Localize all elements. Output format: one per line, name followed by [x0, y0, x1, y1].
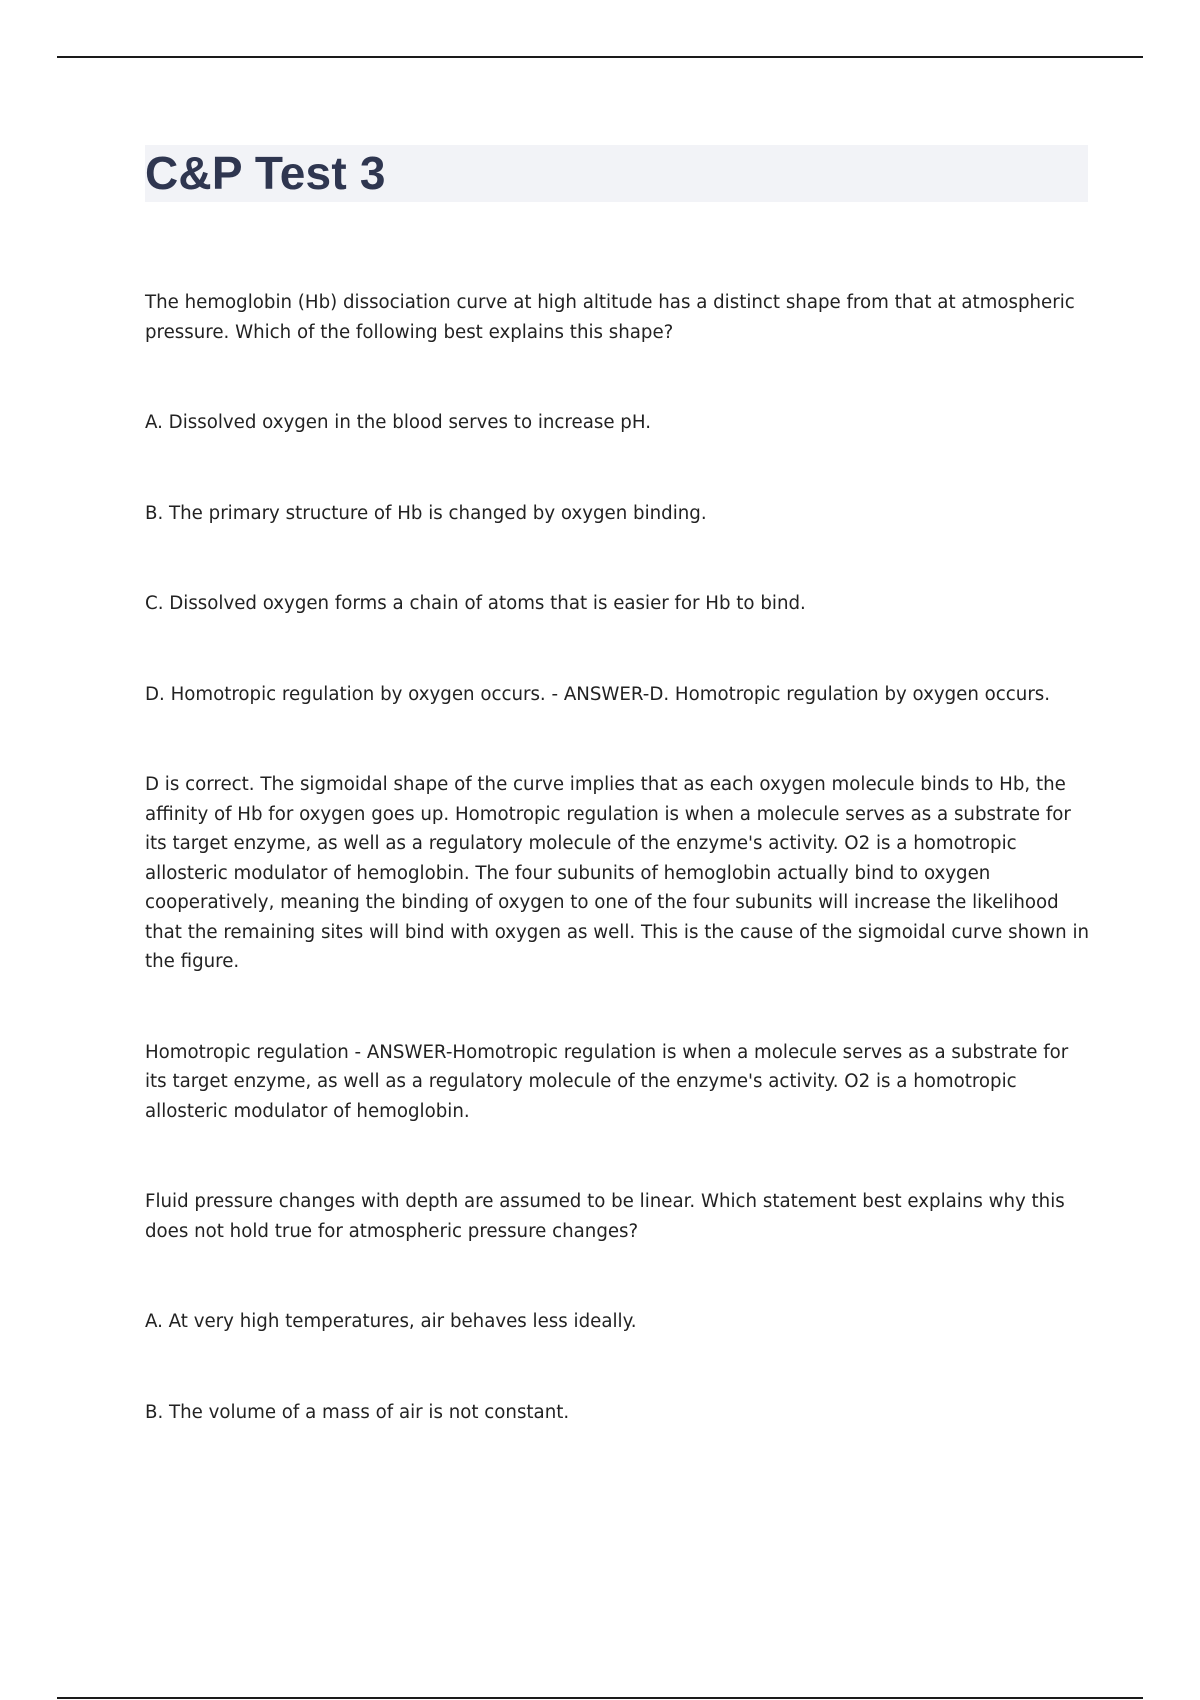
- term-homotropic-regulation: Homotropic regulation - ANSWER-Homotropic regulation is when a molecule serves as a substrate for its target enzyme, as well as a regulatory molecule of the enzyme's activity. O2 is a homotropic allosteric modulator of hemoglobin.: [145, 1041, 1069, 1122]
- question-2-stem: Fluid pressure changes with depth are assumed to be linear. Which statement best explains why this does not hold true for atmospheric pressure changes?: [145, 1191, 1065, 1242]
- question-1-option-b: B. The primary structure of Hb is changed by oxygen binding.: [145, 502, 707, 524]
- question-2-option-b: B. The volume of a mass of air is not constant.: [145, 1401, 570, 1423]
- question-1-option-d-answer: D. Homotropic regulation by oxygen occurs. - ANSWER-D. Homotropic regulation by oxygen occurs.: [145, 683, 1051, 705]
- page-title: C&P Test 3: [145, 147, 386, 199]
- question-1-option-a: A. Dissolved oxygen in the blood serves to increase pH.: [145, 412, 651, 433]
- bottom-rule: [57, 1697, 1143, 1699]
- top-rule: [57, 56, 1143, 58]
- document-body: [145, 288, 1090, 1427]
- question-1-option-c: C. Dissolved oxygen forms a chain of atoms that is easier for Hb to bind.: [145, 593, 806, 614]
- question-1-explanation: D is correct. The sigmoidal shape of the curve implies that as each oxygen molecule binds to Hb, the affinity of Hb for oxygen goes up. Homotropic regulation is when a molecule serves as a substrate for its target enzyme, as well as a regulatory molecule of the enzyme's activity. O2 is a homotropic allosteric modulator of hemoglobin. The four subunits of hemoglobin actually bind to oxygen cooperatively, meaning the binding of oxygen to one of the four subunits will increase the likelihood that the remaining sites will bind with oxygen as well. This is the cause of the sigmoidal curve shown in the figure.: [145, 774, 1090, 972]
- question-1-stem: The hemoglobin (Hb) dissociation curve at high altitude has a distinct shape from that at atmospheric pressure. Which of the following best explains this shape?: [145, 292, 1075, 343]
- question-2-option-a: A. At very high temperatures, air behaves less ideally.: [145, 1311, 637, 1332]
